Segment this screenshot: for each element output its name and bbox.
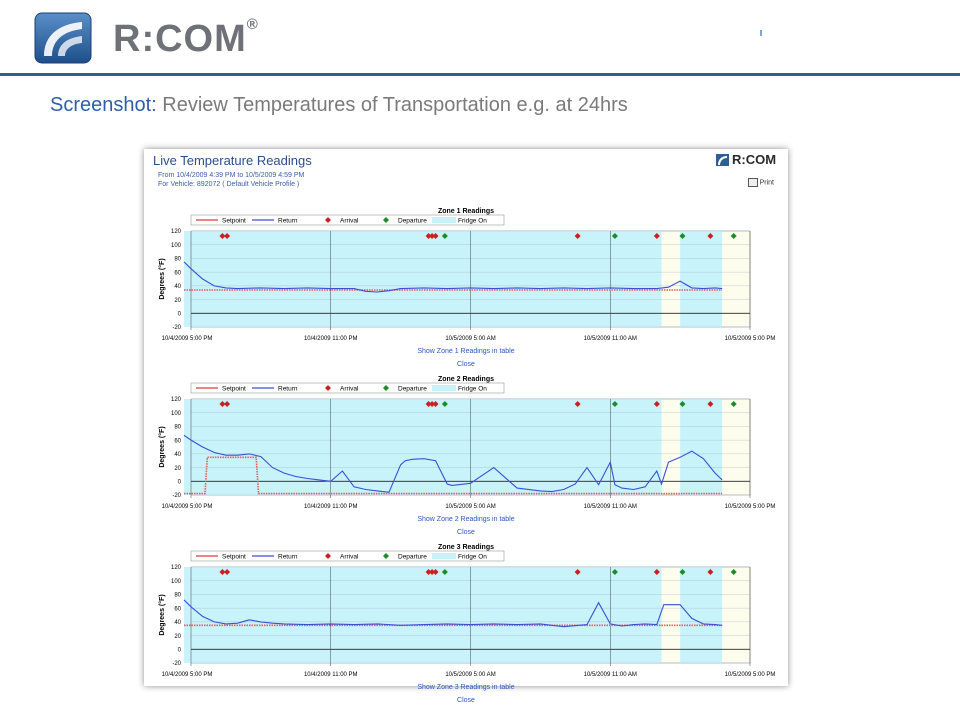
- legend-label: Setpoint: [222, 385, 246, 393]
- report-logo: [716, 154, 778, 168]
- chart-legend: [191, 383, 504, 393]
- y-axis-label: Degrees (°F): [159, 258, 166, 300]
- y-tick-label: 100: [170, 410, 181, 417]
- print-label: Print: [759, 179, 774, 187]
- x-tick-label: 10/5/2009 5:00 PM: [724, 504, 776, 510]
- y-tick-label: 20: [174, 297, 181, 304]
- legend-label: Departure: [398, 385, 427, 393]
- printer-icon: [748, 178, 758, 187]
- legend-label: Return: [278, 385, 298, 393]
- y-tick-label: 20: [174, 465, 181, 472]
- x-tick-label: 10/4/2009 11:00 PM: [303, 672, 358, 678]
- y-tick-label: -20: [172, 493, 181, 500]
- legend-label: Arrival: [340, 217, 359, 225]
- show-zone-table-link[interactable]: Show Zone 1 Readings in table: [417, 348, 515, 355]
- show-zone-table-link[interactable]: Show Zone 3 Readings in table: [417, 684, 515, 691]
- x-tick-label: 10/4/2009 11:00 PM: [303, 336, 358, 342]
- legend-label: Return: [278, 553, 298, 561]
- close-link[interactable]: Close: [457, 697, 475, 704]
- y-tick-label: 60: [174, 606, 181, 613]
- chart-title: Zone 3 Readings: [437, 544, 495, 551]
- zone-1-chart-panel: [144, 205, 788, 373]
- x-tick-label: 10/5/2009 5:00 PM: [724, 672, 776, 678]
- y-tick-label: 100: [170, 242, 181, 249]
- legend-label: Departure: [398, 217, 427, 225]
- show-zone-table-link[interactable]: Show Zone 2 Readings in table: [417, 516, 515, 523]
- logo-text: R:COM®: [113, 16, 259, 60]
- y-tick-label: 120: [170, 229, 181, 236]
- y-tick-label: 40: [174, 620, 181, 627]
- report-window: [144, 149, 788, 704]
- x-tick-label: 10/5/2009 5:00 AM: [445, 504, 496, 510]
- rcom-logo-icon: [34, 12, 92, 64]
- y-tick-label: 80: [174, 256, 181, 263]
- y-tick-label: 80: [174, 592, 181, 599]
- fridge-on-band: [680, 231, 722, 327]
- legend-label: Fridge On: [458, 553, 487, 561]
- fridge-on-band: [184, 231, 661, 327]
- x-tick-label: 10/5/2009 5:00 AM: [445, 672, 496, 678]
- fridge-on-band: [680, 399, 722, 495]
- report-vehicle: For Vehicle: 892072 ( Default Vehicle Profile ): [158, 181, 300, 188]
- fridge-on-band: [680, 567, 722, 663]
- legend-label: Fridge On: [458, 385, 487, 393]
- legend-label: Fridge On: [458, 217, 487, 225]
- legend-label: Setpoint: [222, 553, 246, 561]
- y-tick-label: 120: [170, 565, 181, 572]
- slide-header: [0, 0, 960, 74]
- slide-title: [50, 94, 628, 117]
- x-tick-label: 10/5/2009 11:00 AM: [583, 336, 637, 342]
- y-tick-label: 100: [170, 578, 181, 585]
- chart-title: Zone 1 Readings: [437, 208, 495, 215]
- y-axis-label: Degrees (°F): [159, 426, 166, 468]
- legend-swatch-fridge-on: [432, 385, 456, 391]
- y-tick-label: 120: [170, 397, 181, 404]
- y-tick-label: 60: [174, 270, 181, 277]
- legend-swatch-fridge-on: [432, 553, 456, 559]
- close-link[interactable]: Close: [457, 361, 475, 368]
- report-logo-text: R:COM: [732, 152, 777, 167]
- slide-title-accent: Screenshot:: [50, 94, 157, 116]
- report-range: From 10/4/2009 4:39 PM to 10/5/2009 4:59 PM: [158, 172, 305, 179]
- legend-label: Departure: [398, 553, 427, 561]
- chart-title: Zone 2 Readings: [437, 376, 495, 383]
- report-logo-icon: [716, 154, 729, 166]
- y-tick-label: 60: [174, 438, 181, 445]
- x-tick-label: 10/5/2009 11:00 AM: [583, 504, 637, 510]
- chart-legend: [191, 215, 504, 225]
- legend-label: Arrival: [340, 553, 359, 561]
- zone-2-chart-panel: [144, 373, 788, 541]
- chart-legend: [191, 551, 504, 561]
- x-tick-label: 10/4/2009 5:00 PM: [161, 504, 213, 510]
- x-tick-label: 10/5/2009 11:00 AM: [583, 672, 637, 678]
- legend-label: Return: [278, 217, 298, 225]
- legend-swatch-fridge-on: [432, 217, 456, 223]
- y-tick-label: 40: [174, 452, 181, 459]
- y-tick-label: 40: [174, 284, 181, 291]
- legend-label: Setpoint: [222, 217, 246, 225]
- y-tick-label: 80: [174, 424, 181, 431]
- report-title: Live Temperature Readings: [153, 153, 312, 168]
- y-tick-label: -20: [172, 661, 181, 668]
- tiny-mark: [760, 30, 762, 36]
- x-tick-label: 10/5/2009 5:00 AM: [445, 336, 496, 342]
- fridge-on-band: [184, 567, 661, 663]
- x-tick-label: 10/4/2009 5:00 PM: [161, 336, 213, 342]
- fridge-on-band: [184, 399, 661, 495]
- y-axis-label: Degrees (°F): [159, 594, 166, 636]
- x-tick-label: 10/4/2009 11:00 PM: [303, 504, 358, 510]
- close-link[interactable]: Close: [457, 529, 475, 536]
- y-tick-label: 0: [177, 647, 181, 654]
- y-tick-label: 20: [174, 633, 181, 640]
- zone-3-chart-panel: [144, 541, 788, 709]
- y-tick-label: 0: [177, 311, 181, 318]
- slide-title-text: Review Temperatures of Transportation e.g. at 24hrs: [162, 94, 628, 116]
- y-tick-label: 0: [177, 479, 181, 486]
- header-divider: [0, 73, 960, 76]
- x-tick-label: 10/4/2009 5:00 PM: [161, 672, 213, 678]
- legend-label: Arrival: [340, 385, 359, 393]
- y-tick-label: -20: [172, 325, 181, 332]
- print-button[interactable]: [748, 178, 774, 187]
- x-tick-label: 10/5/2009 5:00 PM: [724, 336, 776, 342]
